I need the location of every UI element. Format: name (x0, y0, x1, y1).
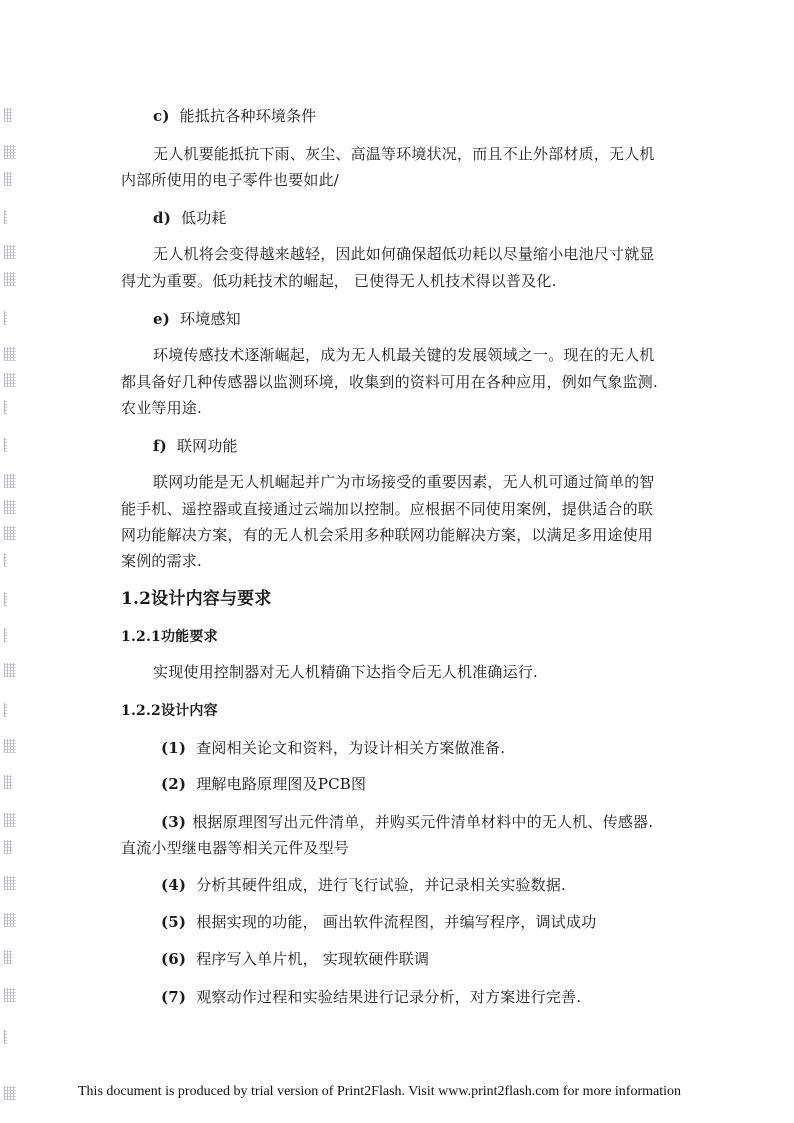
item-f-heading (153, 436, 238, 456)
margin-mark (4, 775, 12, 789)
margin-artifacts (4, 0, 18, 1123)
margin-mark (4, 145, 16, 159)
section-heading: 1.2设计内容与要求 (121, 589, 272, 609)
margin-mark (4, 400, 7, 414)
item-d-label: d) (153, 209, 171, 227)
paragraph-line: 能手机、遥控器或直接通过云端加以控制。应根据不同使用案例，提供适合的联 (121, 500, 654, 518)
margin-mark (4, 373, 16, 387)
paragraph-line: 内部所使用的电子零件也要如此/ (121, 171, 340, 189)
list-item-number: (4) (161, 876, 187, 894)
margin-mark (4, 108, 12, 122)
list-item-text: 查阅相关论文和资料，为设计相关方案做准备. (196, 739, 506, 757)
margin-mark (4, 311, 7, 325)
item-c-title: 能抵抗各种环境条件 (179, 107, 317, 125)
item-e-heading (153, 309, 241, 329)
margin-mark (4, 245, 16, 259)
list-item-number: (1) (161, 739, 187, 757)
list-item (161, 812, 653, 832)
margin-mark (4, 500, 16, 514)
paragraph-line: 无人机要能抵抗下雨、灰尘、高温等环境状况，而且不止外部材质，无人机 (153, 145, 655, 163)
item-e-label: e) (153, 310, 171, 328)
margin-mark (4, 739, 16, 753)
margin-mark (4, 474, 16, 488)
margin-mark (4, 1086, 16, 1100)
margin-mark (4, 876, 16, 890)
list-item-text: 理解电路原理图及PCB图 (196, 775, 367, 793)
margin-mark (4, 813, 16, 827)
paragraph-line: 得尤为重要。低功耗技术的崛起， 已使得无人机技术得以普及化. (121, 272, 557, 290)
list-item-text: 观察动作过程和实验结果进行记录分析，对方案进行完善. (196, 988, 582, 1006)
margin-mark (4, 988, 16, 1002)
item-e-title: 环境感知 (180, 310, 241, 328)
list-item-text: 程序写入单片机， 实现软硬件联调 (196, 950, 430, 968)
list-item (161, 875, 566, 895)
margin-mark (4, 553, 7, 567)
list-item (161, 774, 366, 794)
margin-mark (4, 913, 16, 927)
list-item-number: (6) (161, 950, 187, 968)
margin-mark (4, 438, 7, 452)
list-item (161, 738, 505, 758)
list-item-number: (2) (161, 775, 187, 793)
subsection-heading: 1.2.2设计内容 (121, 703, 218, 719)
trial-watermark-footer: This document is produced by trial version of Print2Flash. Visit www.print2flash.com for more information (78, 1084, 682, 1099)
margin-mark (4, 172, 12, 186)
list-item (161, 912, 596, 932)
item-d-title: 低功耗 (181, 209, 227, 227)
list-item-number: (3) (161, 813, 187, 831)
paragraph-line: 环境传感技术逐渐崛起，成为无人机最关键的发展领域之一。现在的无人机 (153, 346, 655, 364)
subsection-heading: 1.2.1功能要求 (121, 629, 218, 645)
list-item-text: 根据原理图写出元件清单，并购买元件清单材料中的无人机、传感器. (192, 813, 654, 831)
list-item-number: (7) (161, 988, 187, 1006)
item-f-title: 联网功能 (176, 437, 238, 455)
item-d-heading (153, 208, 227, 228)
margin-mark (4, 628, 7, 642)
list-item-number: (5) (161, 913, 187, 931)
item-c-label: c) (153, 107, 170, 125)
paragraph-line: 农业等用途. (121, 399, 202, 417)
list-item (161, 987, 581, 1007)
paragraph-line: 无人机将会变得越来越轻，因此如何确保超低功耗以尽量缩小电池尺寸就显 (153, 245, 655, 263)
paragraph-line: 网功能解决方案，有的无人机会采用多种联网功能解决方案，以满足多用途使用 (121, 526, 654, 544)
item-f-label: f) (153, 437, 167, 455)
margin-mark (4, 347, 16, 361)
paragraph-line: 实现使用控制器对无人机精确下达指令后无人机准确运行. (153, 663, 538, 681)
list-item-text: 分析其硬件组成，进行飞行试验，并记录相关实验数据. (196, 876, 567, 894)
paragraph-line: 联网功能是无人机崛起并广为市场接受的重要因素，无人机可通过简单的智 (153, 473, 655, 491)
margin-mark (4, 1030, 7, 1044)
list-item (161, 949, 429, 969)
margin-mark (4, 272, 16, 286)
margin-mark (4, 592, 7, 606)
list-item-continuation: 直流小型继电器等相关元件及型号 (121, 839, 350, 857)
margin-mark (4, 950, 12, 964)
paragraph-line: 案例的需求. (121, 552, 202, 570)
margin-mark (4, 840, 12, 854)
paragraph-line: 都具备好几种传感器以监测环境，收集到的资料可用在各种应用，例如气象监测. (121, 373, 658, 391)
margin-mark (4, 703, 7, 717)
list-item-text: 根据实现的功能， 画出软件流程图，并编写程序，调试成功 (196, 913, 597, 931)
margin-mark (4, 526, 16, 540)
item-c-heading (153, 106, 316, 126)
margin-mark (4, 210, 7, 224)
margin-mark (4, 663, 16, 677)
